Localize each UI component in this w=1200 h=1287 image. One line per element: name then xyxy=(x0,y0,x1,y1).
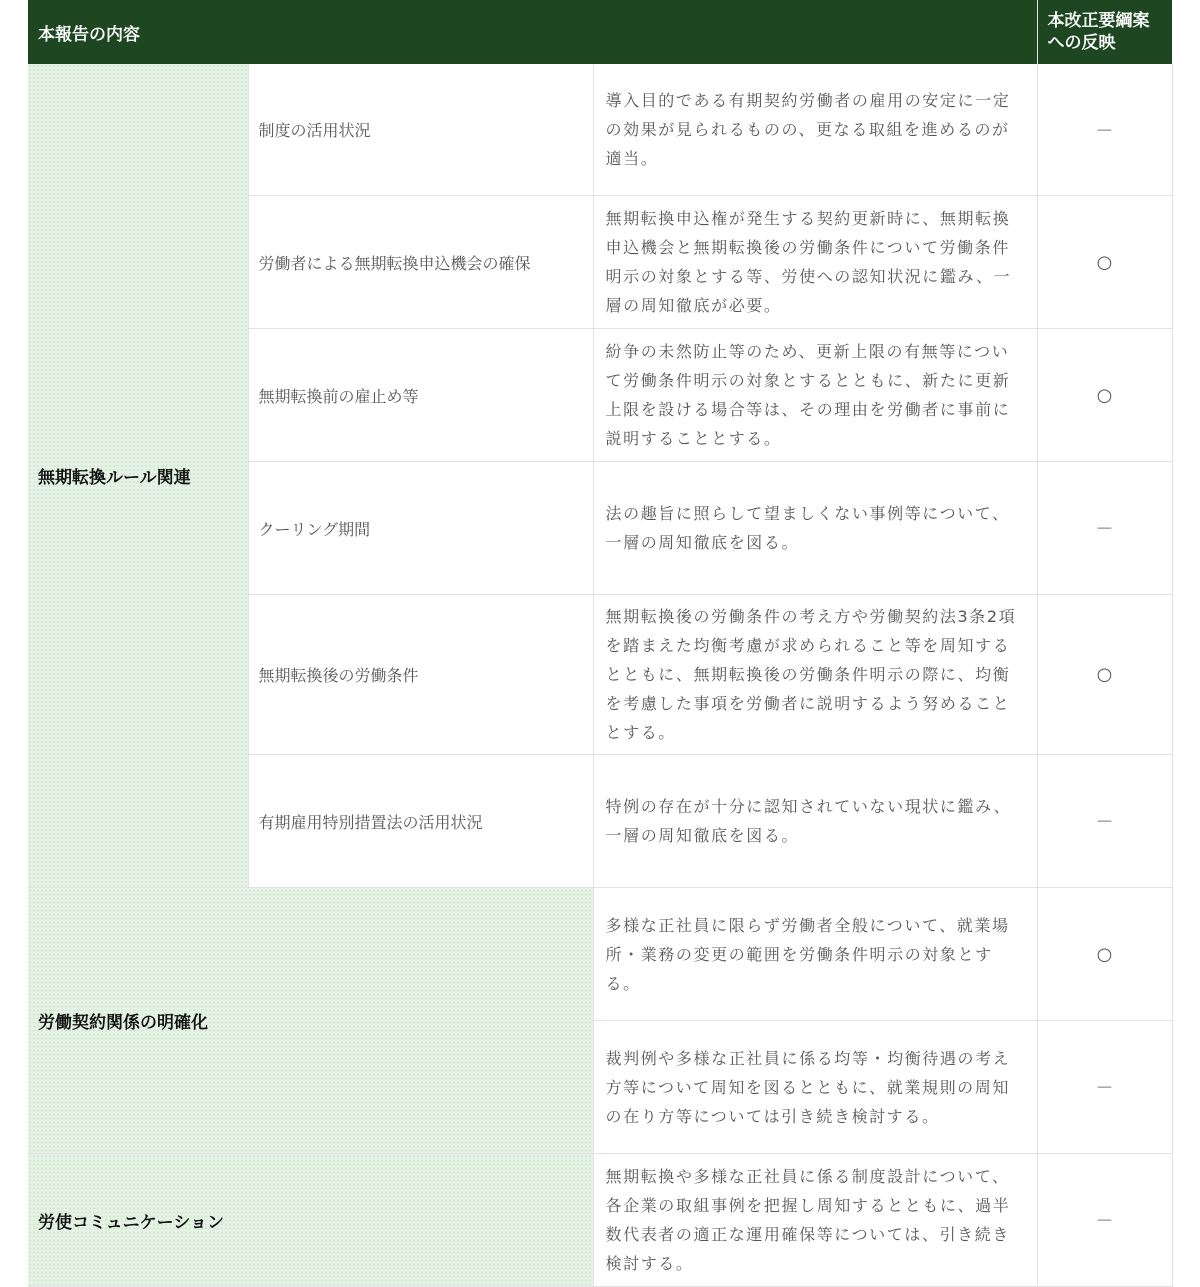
header-content: 本報告の内容 xyxy=(28,0,1037,64)
reflect-mark: － xyxy=(1037,1154,1172,1287)
reflect-mark: － xyxy=(1037,462,1172,595)
reflect-mark: ○ xyxy=(1037,595,1172,755)
description-cell: 無期転換申込権が発生する契約更新時に、無期転換申込機会と無期転換後の労働条件について労働条件明示の対象とする等、労使への認知状況に鑑み、一層の周知徹底が必要。 xyxy=(593,196,1037,329)
topic-cell: 制度の活用状況 xyxy=(248,64,593,196)
category-cell: 労使コミュニケーション xyxy=(28,1154,593,1287)
table-row xyxy=(28,888,1172,1021)
description-cell: 法の趣旨に照らして望ましくない事例等について、一層の周知徹底を図る。 xyxy=(593,462,1037,595)
reflect-mark: － xyxy=(1037,755,1172,888)
reflect-mark: ○ xyxy=(1037,329,1172,462)
table-row xyxy=(28,64,1172,196)
reflect-mark: － xyxy=(1037,1021,1172,1154)
topic-cell: 労働者による無期転換申込機会の確保 xyxy=(248,196,593,329)
report-table xyxy=(28,0,1173,1287)
topic-cell: 有期雇用特別措置法の活用状況 xyxy=(248,755,593,888)
reflect-mark: － xyxy=(1037,64,1172,196)
description-cell: 裁判例や多様な正社員に係る均等・均衡待遇の考え方等について周知を図るとともに、就業規則の周知の在り方等については引き続き検討する。 xyxy=(593,1021,1037,1154)
description-cell: 無期転換や多様な正社員に係る制度設計について、各企業の取組事例を把握し周知するとともに、過半数代表者の適正な運用確保等については、引き続き検討する。 xyxy=(593,1154,1037,1287)
table-row xyxy=(28,1154,1172,1287)
reflect-mark: ○ xyxy=(1037,196,1172,329)
description-cell: 紛争の未然防止等のため、更新上限の有無等について労働条件明示の対象とするとともに、新たに更新上限を設ける場合等は、その理由を労働者に事前に説明することとする。 xyxy=(593,329,1037,462)
description-cell: 多様な正社員に限らず労働者全般について、就業場所・業務の変更の範囲を労働条件明示の対象とする。 xyxy=(593,888,1037,1021)
topic-cell: 無期転換後の労働条件 xyxy=(248,595,593,755)
table-header-row xyxy=(28,0,1172,64)
topic-cell: クーリング期間 xyxy=(248,462,593,595)
header-reflect-line1: 本改正要綱案 xyxy=(1047,11,1150,31)
header-reflect-line2: への反映 xyxy=(1047,33,1116,53)
header-reflect xyxy=(1037,0,1172,64)
topic-cell: 無期転換前の雇止め等 xyxy=(248,329,593,462)
category-cell: 労働契約関係の明確化 xyxy=(28,888,593,1154)
report-table-container xyxy=(28,0,1172,1287)
reflect-mark: ○ xyxy=(1037,888,1172,1021)
description-cell: 導入目的である有期契約労働者の雇用の安定に一定の効果が見られるものの、更なる取組を進めるのが適当。 xyxy=(593,64,1037,196)
description-cell: 特例の存在が十分に認知されていない現状に鑑み、一層の周知徹底を図る。 xyxy=(593,755,1037,888)
category-cell: 無期転換ルール関連 xyxy=(28,64,248,888)
description-cell: 無期転換後の労働条件の考え方や労働契約法3条2項を踏まえた均衡考慮が求められること等を周知するとともに、無期転換後の労働条件明示の際に、均衡を考慮した事項を労働者に説明するよう努めることとする。 xyxy=(593,595,1037,755)
